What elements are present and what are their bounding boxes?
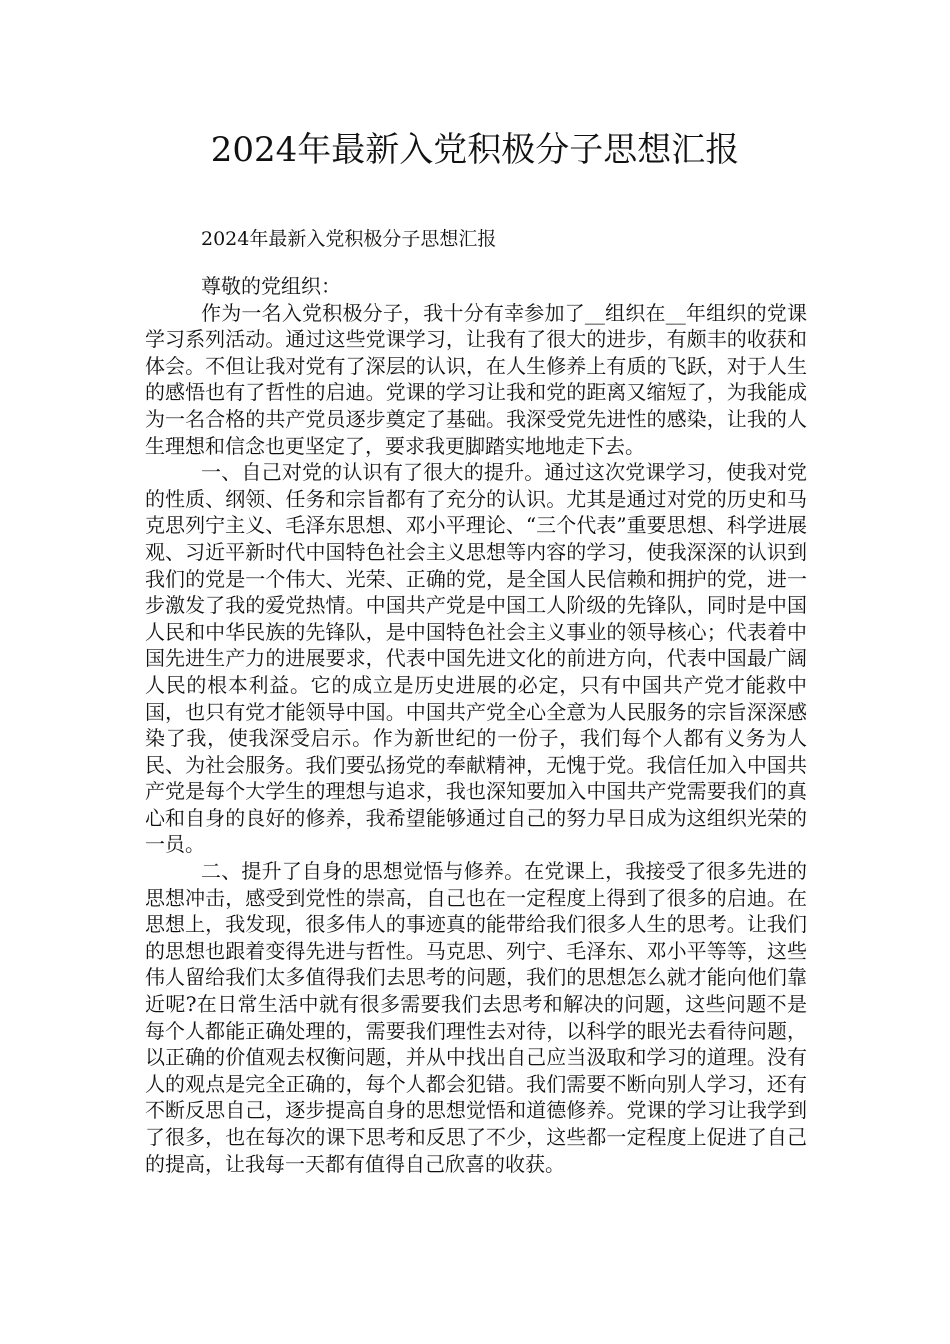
paragraph-section-two: 二、提升了自身的思想觉悟与修养。在党课上，我接受了很多先进的思想冲击，感受到党性的崇高，自己也在一定程度上得到了很多的启迪。在思想上，我发现，很多伟人的事迹真的能带给我们很多人生的思考。让我们的思想也跟着变得先进与哲性。马克思、列宁、毛泽东、邓小平等等，这些伟人留给我们太多值得我们去思考的问题，我们的思想怎么就才能向他们靠近呢?在日常生活中就有很多需要我们去思考和解决的问题，这些问题不是每个人都能正确处理的，需要我们理性去对待，以科学的眼光去看待问题，以正确的价值观去权衡问题，并从中找出自己应当汲取和学习的道理。没有人的观点是完全正确的，每个人都会犯错。我们需要不断向别人学习，还有不断反思自己，逐步提高自身的思想觉悟和道德修养。党课的学习让我学到了很多，也在每次的课下思考和反思了不少，这些都一定程度上促进了自己的提高，让我每一天都有值得自己欣喜的收获。 <box>145 859 807 1176</box>
salutation: 尊敬的党组织： <box>201 274 341 298</box>
document-title: 2024年最新入党积极分子思想汇报 <box>210 130 740 170</box>
paragraph-section-one: 一、自己对党的认识有了很大的提升。通过这次党课学习，使我对党的性质、纲领、任务和宗旨都有了充分的认识。尤其是通过对党的历史和马克思列宁主义、毛泽东思想、邓小平理论、“三个代表”重要思想、科学进展观、习近平新时代中国特色社会主义思想等内容的学习，使我深深的认识到我们的党是一个伟大、光荣、正确的党，是全国人民信赖和拥护的党，进一步激发了我的爱党热情。中国共产党是中国工人阶级的先锋队，同时是中国人民和中华民族的先锋队，是中国特色社会主义事业的领导核心；代表着中国先进生产力的进展要求，代表中国先进文化的前进方向，代表中国最广阔人民的根本利益。它的成立是历史进展的必定，只有中国共产党才能救中国，也只有党才能领导中国。中国共产党全心全意为人民服务的宗旨深深感染了我，使我深受启示。作为新世纪的一份子，我们每个人都有义务为人民、为社会服务。我们要弘扬党的奉献精神，无愧于党。我信任加入中国共产党是每个大学生的理想与追求，我也深知要加入中国共产党需要我们的真心和自身的良好的修养，我希望能够通过自己的努力早日成为这组织光荣的一员。 <box>145 460 807 857</box>
paragraph-intro: 作为一名入党积极分子，我十分有幸参加了__组织在__年组织的党课学习系列活动。通过这些党课学习，让我有了很大的进步，有颇丰的收获和体会。不但让我对党有了深层的认识，在人生修养上有质的飞跃，对于人生的感悟也有了哲性的启迪。党课的学习让我和党的距离又缩短了，为我能成为一名合格的共产党员逐步奠定了基础。我深受党先进性的感染，让我的人生理想和信念也更坚定了，要求我更脚踏实地地走下去。 <box>145 300 807 458</box>
document-body <box>145 273 807 1177</box>
document-subtitle: 2024年最新入党积极分子思想汇报 <box>201 228 497 250</box>
